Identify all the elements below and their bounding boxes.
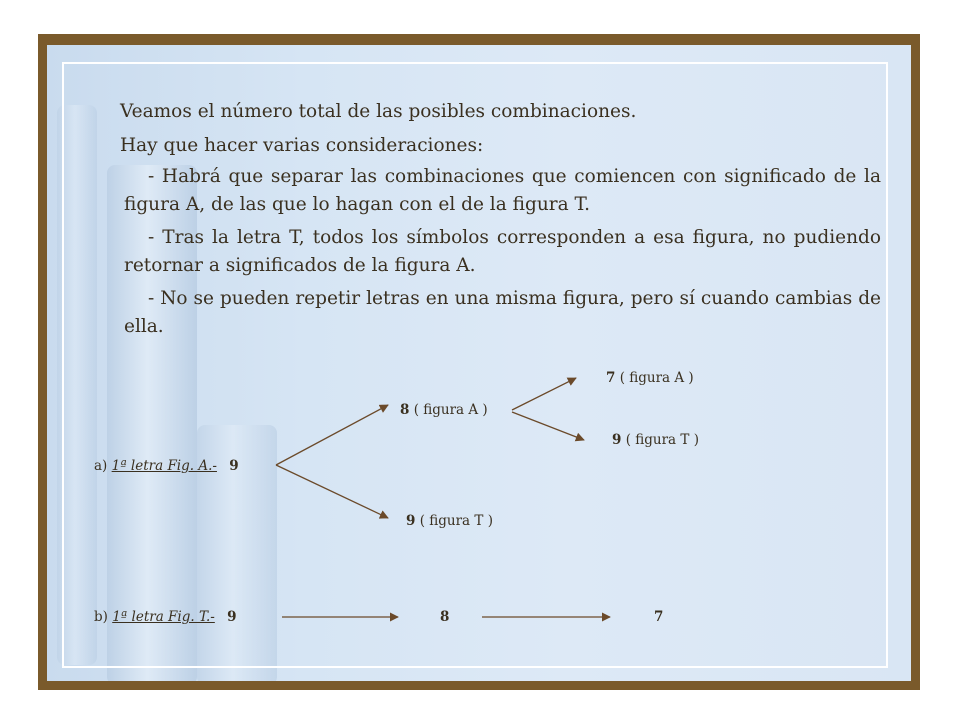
arrow-a-upper-to-lower bbox=[512, 412, 584, 440]
paragraph-considerations: Hay que hacer varias consideraciones: bbox=[120, 135, 484, 156]
diagram-a-root-value: 9 bbox=[229, 458, 239, 474]
paragraph-consideration-3: - No se pueden repetir letras en una misma figura, pero sí cuando cambias de ella. bbox=[124, 288, 881, 337]
paragraph-intro: Veamos el número total de las posibles combinaciones. bbox=[120, 101, 637, 122]
diagram-a-upper-upper-text: ( figura A ) bbox=[619, 370, 694, 386]
diagram-b-title: 1ª letra Fig. T.- bbox=[112, 609, 215, 625]
diagram-b-value-2: 8 bbox=[440, 609, 450, 625]
arrow-a-upper-to-upper bbox=[512, 378, 576, 410]
diagram-a-upper-lower-value: 9 bbox=[612, 432, 622, 448]
diagram-a-title: 1ª letra Fig. A.- bbox=[111, 458, 217, 474]
diagram-a-lower-text: ( figura T ) bbox=[419, 513, 493, 529]
diagram-a-prefix: a) bbox=[94, 458, 108, 474]
diagram-a-upper-lower-text: ( figura T ) bbox=[625, 432, 699, 448]
diagram-b-value-1: 9 bbox=[227, 609, 237, 625]
paragraph-consideration-1: - Habrá que separar las combinaciones que comiencen con significado de la figura A, de las que lo hagan con el de la figura T. bbox=[124, 166, 881, 215]
diagram-a-upper-value: 8 bbox=[400, 402, 410, 418]
arrow-a-root-to-lower bbox=[276, 465, 388, 518]
paragraph-consideration-2: - Tras la letra T, todos los símbolos corresponden a esa figura, no pudiendo retornar a significados de la figura A. bbox=[124, 227, 881, 276]
diagram-a-upper-text: ( figura A ) bbox=[413, 402, 488, 418]
diagram-a-lower-value: 9 bbox=[406, 513, 416, 529]
diagram-b-prefix: b) bbox=[94, 609, 108, 625]
arrow-a-root-to-upper bbox=[276, 405, 388, 465]
diagram-a-upper-upper-value: 7 bbox=[606, 370, 616, 386]
diagram-b-value-3: 7 bbox=[654, 609, 664, 625]
